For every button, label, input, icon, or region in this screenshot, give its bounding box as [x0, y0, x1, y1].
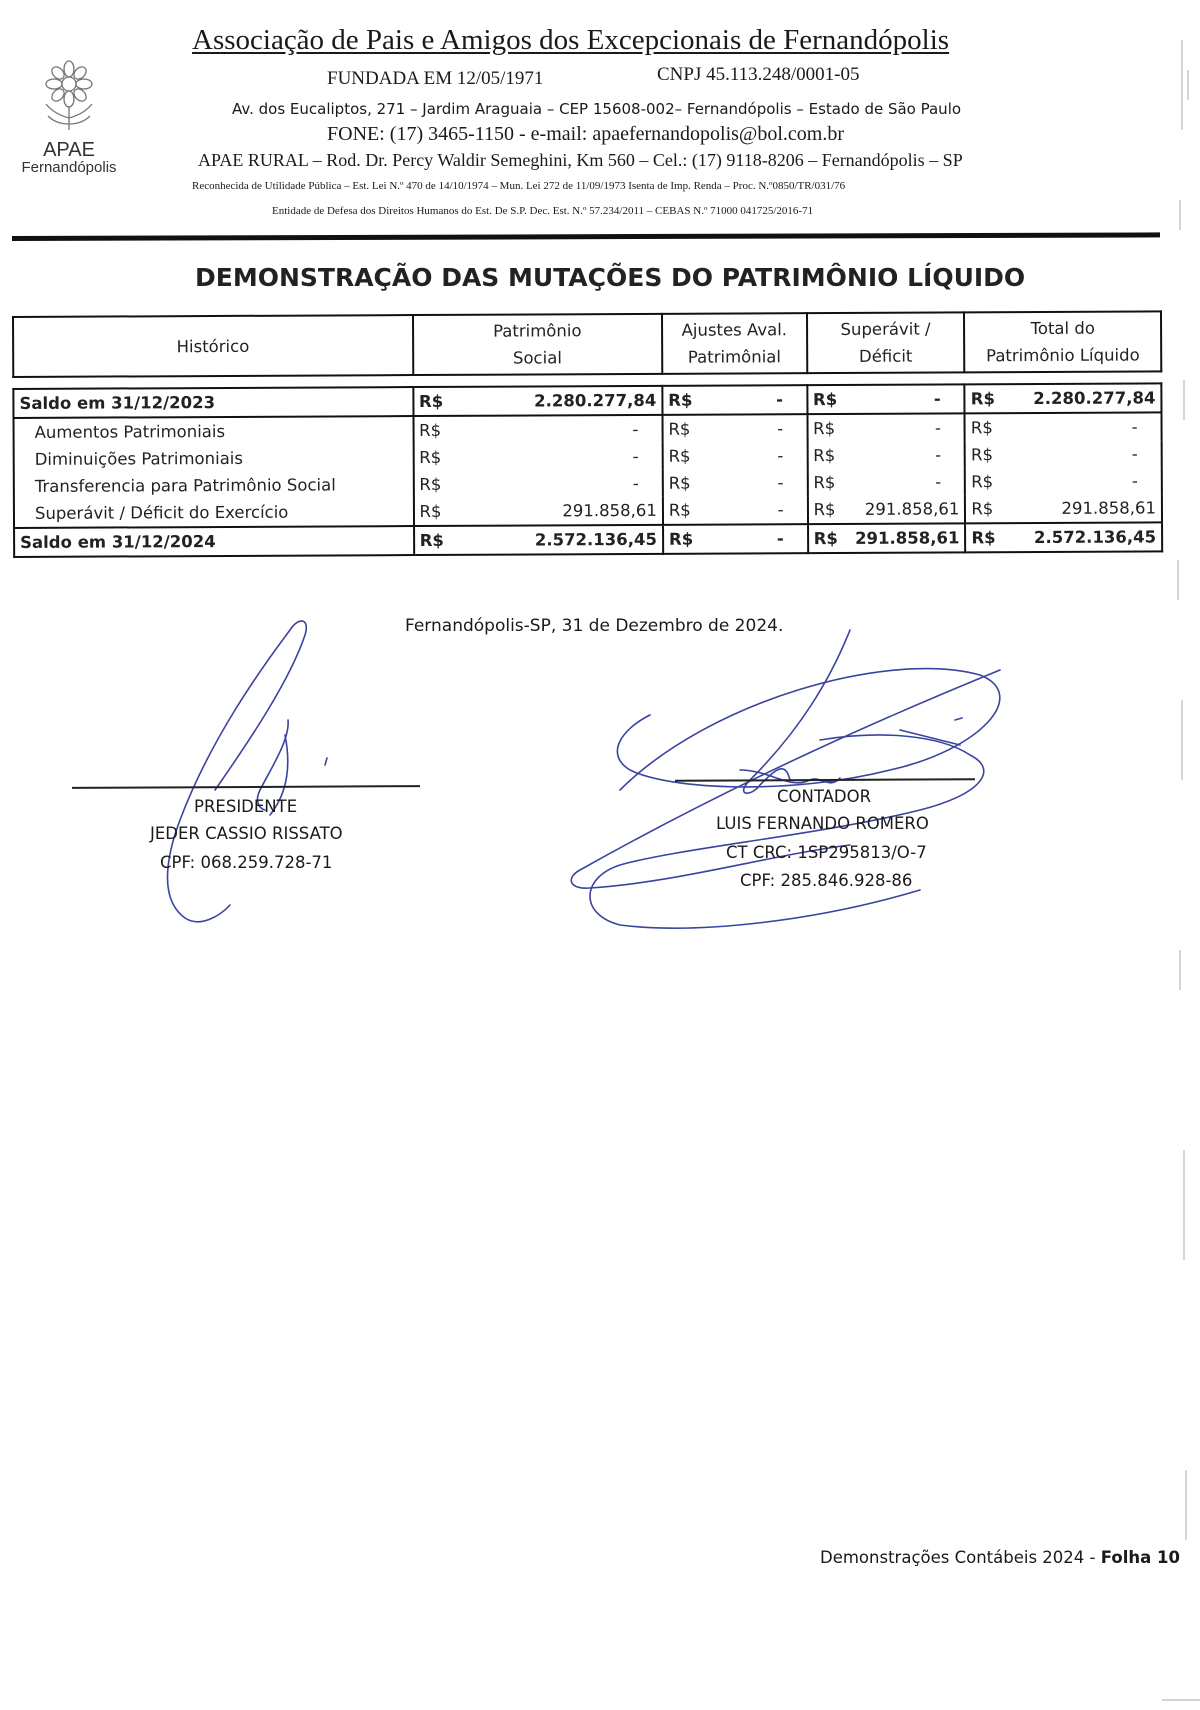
currency-symbol: R$ [419, 447, 442, 468]
cell-total [965, 494, 1162, 523]
currency-symbol: R$ [813, 499, 836, 520]
currency-symbol: R$ [970, 389, 995, 409]
entity-note: Entidade de Defesa dos Direitos Humanos do Est. De S.P. Dec. Est. N.º 57.234/2011 – CEBAS N.º 71000 041725/2016-71 [272, 205, 814, 217]
cell-label: Superávit / Déficit do Exercício [14, 498, 414, 528]
accountant-signature-line [675, 778, 975, 782]
currency-symbol: R$ [668, 419, 691, 439]
amount-value: - [777, 500, 784, 520]
table-body [13, 371, 1162, 557]
accountant-crc: CT CRC: 1SP295813/O-7 [726, 843, 927, 862]
currency-symbol: R$ [813, 528, 838, 549]
cell-superavit [807, 495, 965, 524]
president-name: JEDER CASSIO RISSATO [150, 824, 343, 843]
currency-symbol: R$ [813, 418, 836, 439]
cell-total [965, 522, 1162, 552]
amount-value: 291.858,61 [864, 499, 960, 519]
founded-date: FUNDADA EM 12/05/1971 [327, 68, 544, 89]
cell-total [965, 440, 1162, 468]
amount-value: - [776, 529, 784, 549]
footer-page-number: Folha 10 [1100, 1548, 1180, 1567]
currency-symbol: R$ [668, 473, 691, 493]
header-divider [12, 232, 1160, 241]
cell-superavit [807, 468, 965, 496]
cell-label: Saldo em 31/12/2023 [13, 387, 413, 418]
amount-value: - [632, 419, 639, 439]
cell-total [965, 412, 1162, 441]
amount-value: - [632, 473, 639, 493]
footer-text: Demonstrações Contábeis 2024 - [820, 1548, 1101, 1567]
amount-value: - [933, 389, 941, 409]
cell-superavit [807, 441, 965, 469]
cell-superavit [807, 384, 965, 414]
amount-value: 291.858,61 [1061, 498, 1156, 518]
cell-patrimonio [414, 525, 663, 555]
amount-value: - [934, 418, 941, 438]
currency-symbol: R$ [812, 389, 838, 410]
document-title: DEMONSTRAÇÃO DAS MUTAÇÕES DO PATRIMÔNIO LÍQUIDO [195, 263, 1026, 292]
table-header-row [13, 311, 1161, 377]
amount-value: 291.858,61 [855, 528, 960, 548]
cell-ajustes [662, 414, 807, 443]
flower-emblem-icon [34, 58, 104, 138]
currency-symbol: R$ [418, 391, 444, 412]
amount-value: 291.858,61 [562, 500, 657, 521]
amount-value: - [935, 445, 942, 465]
currency-symbol: R$ [419, 501, 442, 522]
cell-ajustes [663, 469, 808, 497]
accountant-role: CONTADOR [777, 787, 872, 806]
header-total: Total do Patrimônio Líquido [964, 311, 1161, 372]
cnpj: CNPJ 45.113.248/0001-05 [657, 64, 860, 85]
accountant-cpf: CPF: 285.846.928-86 [740, 871, 913, 890]
logo-text-city: Fernandópolis [21, 159, 117, 176]
accountant-signature [560, 620, 1080, 950]
currency-symbol: R$ [970, 418, 993, 438]
currency-symbol: R$ [419, 530, 444, 551]
cell-patrimonio [413, 386, 662, 416]
table-row-balance [14, 522, 1162, 557]
currency-symbol: R$ [668, 446, 691, 466]
president-cpf: CPF: 068.259.728-71 [160, 853, 333, 872]
amount-value: - [777, 446, 784, 466]
amount-value: - [1131, 471, 1138, 491]
cell-superavit [807, 413, 965, 442]
cell-patrimonio [413, 497, 662, 526]
cell-patrimonio [413, 470, 662, 498]
logo-text-apae: APAE [43, 139, 95, 161]
accountant-name: LUIS FERNANDO ROMERO [716, 814, 929, 833]
equity-changes-table [12, 310, 1163, 558]
amount-value: - [777, 473, 784, 493]
currency-symbol: R$ [971, 472, 994, 492]
currency-symbol: R$ [813, 445, 836, 466]
address: Av. dos Eucaliptos, 271 – Jardim Araguaia – CEP 15608-002– Fernandópolis – Estado de São Paulo [232, 100, 962, 118]
recognition-note: Reconhecida de Utilidade Pública – Est. Lei N.º 470 de 14/10/1974 – Mun. Lei 272 de 11/09/1973 Isenta de Imp. Renda – Proc. N.º0850/TR/031/76 [192, 180, 846, 192]
place-date: Fernandópolis-SP, 31 de Dezembro de 2024. [405, 616, 784, 636]
amount-value: - [632, 446, 639, 466]
cell-ajustes [662, 385, 807, 415]
amount-value: 2.572.136,45 [534, 529, 658, 550]
cell-label: Aumentos Patrimoniais [13, 416, 413, 446]
currency-symbol: R$ [971, 499, 994, 519]
apae-logo [14, 58, 124, 176]
currency-symbol: R$ [970, 445, 994, 465]
amount-value: 2.280.277,84 [534, 390, 657, 411]
president-signature-line [72, 785, 420, 789]
cell-total [965, 467, 1162, 495]
currency-symbol: R$ [813, 472, 836, 493]
amount-value: - [935, 472, 942, 492]
header-superavit: Superávit / Déficit [807, 312, 965, 373]
cell-ajustes [663, 524, 808, 554]
currency-symbol: R$ [419, 474, 442, 495]
header-ajustes: Ajustes Aval. Patrimônial [662, 313, 807, 374]
amount-value: - [1131, 417, 1138, 437]
cell-superavit [808, 523, 966, 553]
amount-value: 2.280.277,84 [1033, 388, 1156, 409]
cell-label: Diminuições Patrimoniais [14, 444, 414, 473]
cell-label: Saldo em 31/12/2024 [14, 526, 414, 557]
cell-patrimonio [413, 443, 662, 471]
cell-total [965, 383, 1162, 413]
rural-address: APAE RURAL – Rod. Dr. Percy Waldir Semeghini, Km 560 – Cel.: (17) 9118-8206 – Fernandópolis – SP [198, 150, 963, 170]
header-patrimonio-social: Patrimônio Social [413, 314, 663, 375]
currency-symbol: R$ [668, 529, 694, 549]
phone-email: FONE: (17) 3465-1150 - e-mail: apaefernandopolis@bol.com.br [327, 123, 844, 145]
header-historico: Histórico [13, 315, 413, 377]
president-role: PRESIDENTE [194, 797, 298, 816]
amount-value: 2.572.136,45 [1033, 527, 1157, 548]
amount-value: - [1131, 444, 1138, 464]
page-footer [820, 1548, 1180, 1567]
cell-ajustes [662, 442, 807, 470]
cell-label: Transferencia para Patrimônio Social [14, 471, 414, 500]
currency-symbol: R$ [668, 390, 693, 410]
president-signature [140, 620, 460, 940]
amount-value: - [777, 419, 784, 439]
currency-symbol: R$ [419, 420, 442, 441]
cell-ajustes [663, 496, 808, 525]
currency-symbol: R$ [971, 528, 996, 548]
currency-symbol: R$ [668, 500, 691, 520]
org-name: Associação de Pais e Amigos dos Excepcionais de Fernandópolis [192, 24, 950, 56]
amount-value: - [776, 390, 784, 410]
cell-patrimonio [413, 415, 662, 444]
scan-edge-marks [1160, 0, 1200, 1710]
